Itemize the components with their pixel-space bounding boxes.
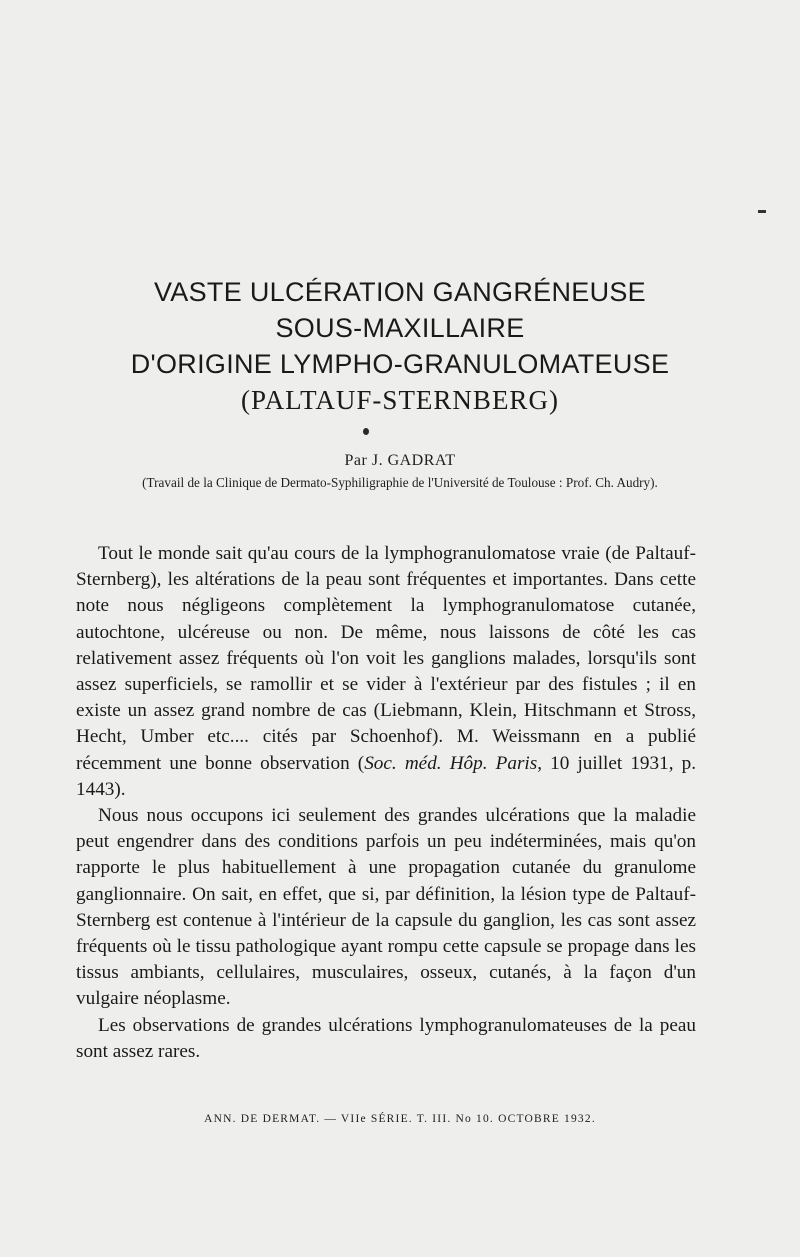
author-line: Par J. GADRAT (344, 452, 456, 469)
paragraph-1-end: , 10 juillet 1931, p. 1443). (76, 752, 697, 800)
paragraph-3: Les observations de grandes ulcérations lymphogranulomateuses de la peau sont assez rares. (76, 1014, 696, 1062)
title-line-3: D'ORIGINE LYMPHO-GRANULOMATEUSE (130, 349, 670, 379)
running-footer: ANN. DE DERMAT. — VIIe SÉRIE. T. III. No 10. OCTOBRE 1932. (204, 1113, 596, 1125)
journal-citation: Soc. méd. Hôp. Paris (364, 752, 538, 774)
paragraph-1 (76, 541, 696, 803)
separator-dot (363, 428, 369, 435)
article-title (60, 274, 740, 418)
affiliation-line: (Travail de la Clinique de Dermato-Syphiligraphie de l'Université de Toulouse : Prof. Ch. Audry). (142, 475, 658, 490)
article-body (76, 541, 696, 1065)
title-line-4: (PALTAUF-STERNBERG) (241, 385, 559, 415)
print-speck (758, 210, 766, 213)
paragraph-1-text: Tout le monde sait qu'au cours de la lymphogranulomatose vraie (de Paltauf-Sternberg), les altérations de la peau sont fréquentes et importantes. Dans cette note nous négligeons complètement la lymphogranulomatose cutanée, autochtone, ulcéreuse ou non. De même, nous laissons de côté les cas relativement assez fréquents où l'on voit les ganglions malades, lorsqu'ils sont assez superficiels, se ramollir et se vider à l'extérieur par des fistules ; il en existe un assez grand nombre de cas (Liebmann, Klein, Hitschmann et Stross, Hecht, Umber etc.... cités par Schoenhof). M. Weissmann en a publié récemment une bonne observation ( (76, 543, 696, 774)
title-line-1: VASTE ULCÉRATION GANGRÉNEUSE (154, 277, 646, 307)
paragraph-2: Nous nous occupons ici seulement des grandes ulcérations que la maladie peut engendrer dans des conditions parfois un peu indéterminées, mais qu'on rapporte le plus habituellement à une propagation cutanée du granulome ganglionnaire. On sait, en effet, que si, par définition, la lésion type de Paltauf-Sternberg est contenue à l'intérieur de la capsule du ganglion, les cas sont assez fréquents où le tissu pathologique ayant rompu cette capsule se propage dans les tissus ambiants, cellulaires, musculaires, osseux, cutanés, à la façon d'un vulgaire néoplasme. (76, 805, 696, 1010)
title-line-2: SOUS-MAXILLAIRE (275, 313, 525, 343)
